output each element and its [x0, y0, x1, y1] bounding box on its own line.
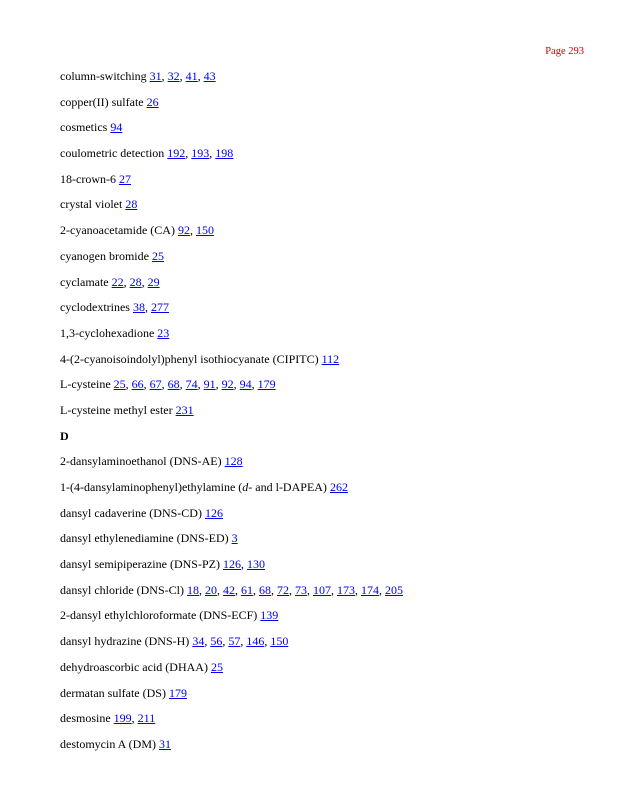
page-reference-link[interactable]: 72	[276, 582, 289, 597]
index-section-heading: D	[60, 428, 69, 443]
index-term: cyclodextrines	[60, 300, 130, 315]
page-reference-link[interactable]: 174	[360, 582, 379, 597]
index-entry-list	[60, 68, 600, 762]
page-reference-link[interactable]: 67	[149, 377, 162, 392]
page-number: Page 293	[545, 46, 584, 57]
index-entry	[60, 94, 600, 120]
index-term	[60, 480, 327, 494]
page-reference-link[interactable]: 92	[177, 223, 190, 238]
separator: ,	[209, 146, 216, 161]
separator: ,	[198, 582, 205, 597]
index-entry	[60, 222, 600, 248]
page-reference-link[interactable]: 34	[192, 634, 205, 649]
index-term: dansyl chloride (DNS-Cl)	[60, 582, 184, 597]
index-entry	[60, 530, 600, 556]
separator: ,	[251, 377, 258, 392]
page-reference-link[interactable]: 193	[191, 146, 210, 161]
index-term-part: - and l-DAPEA)	[248, 480, 327, 494]
page-reference-link[interactable]: 73	[294, 582, 307, 597]
index-term: dansyl semipiperazine (DNS-PZ)	[60, 557, 220, 572]
page-reference-link[interactable]: 25	[151, 248, 164, 263]
index-entry	[60, 274, 600, 300]
index-entry	[60, 171, 600, 197]
page-reference-link[interactable]: 57	[228, 634, 241, 649]
index-entry	[60, 685, 600, 711]
separator: ,	[216, 582, 223, 597]
page-reference-link[interactable]: 126	[222, 557, 241, 572]
separator: ,	[185, 146, 192, 161]
index-term: cyclamate	[60, 274, 109, 289]
page-reference-link[interactable]: 29	[147, 274, 160, 289]
separator: ,	[161, 69, 168, 83]
page-reference-link[interactable]: 211	[137, 711, 156, 726]
page-reference-link[interactable]: 205	[384, 582, 403, 597]
index-entry	[60, 582, 600, 608]
page-reference-link[interactable]: 173	[336, 582, 355, 597]
page-reference-link[interactable]: 92	[221, 377, 234, 392]
separator: ,	[270, 582, 277, 597]
index-term: cosmetics	[60, 120, 108, 135]
index-entry	[60, 402, 600, 428]
page-reference-link[interactable]: 31	[159, 736, 171, 751]
separator: ,	[161, 377, 168, 392]
separator: ,	[179, 377, 186, 392]
index-entry	[60, 479, 600, 505]
index-entry	[60, 607, 600, 633]
separator: ,	[131, 711, 138, 726]
page-reference-link[interactable]: 94	[110, 120, 123, 135]
page-reference-link[interactable]: 262	[329, 480, 348, 494]
page-reference-link[interactable]: 128	[224, 454, 243, 469]
page-reference-link[interactable]: 68	[258, 582, 271, 597]
separator: ,	[378, 582, 385, 597]
index-entry	[60, 710, 600, 736]
separator: ,	[233, 377, 240, 392]
separator: ,	[144, 300, 151, 315]
separator: ,	[215, 377, 222, 392]
separator: ,	[288, 582, 295, 597]
page-reference-link[interactable]: 25	[113, 377, 126, 392]
page-reference-link[interactable]: 146	[246, 634, 265, 649]
page-reference-link[interactable]: 28	[129, 274, 142, 289]
page-reference-link[interactable]: 26	[146, 94, 159, 109]
page-reference-link[interactable]: 277	[150, 300, 169, 315]
index-entry	[60, 453, 600, 479]
index-entry	[60, 736, 600, 762]
index-term: 2-cyanoacetamide (CA)	[60, 223, 175, 238]
page-reference-link[interactable]: 130	[246, 557, 265, 572]
page-reference-link[interactable]: 150	[270, 634, 289, 649]
index-entry	[60, 659, 600, 685]
index-entry	[60, 299, 600, 325]
page-reference-link[interactable]: 23	[157, 325, 170, 340]
index-term: coulometric detection	[60, 146, 165, 161]
index-term: desmosine	[60, 711, 111, 726]
index-entry	[60, 325, 600, 351]
page-reference-link[interactable]: 139	[260, 608, 279, 623]
index-term: L-cysteine methyl ester	[60, 402, 173, 417]
page-reference-link[interactable]: 22	[111, 274, 124, 289]
page-reference-link[interactable]: 42	[222, 582, 235, 597]
index-entry	[60, 376, 600, 402]
index-term: dansyl cadaverine (DNS-CD)	[60, 505, 202, 520]
index-term: dansyl ethylenediamine (DNS-ED)	[60, 531, 229, 546]
page-reference-link[interactable]: 198	[215, 146, 234, 161]
index-entry	[60, 248, 600, 274]
separator: ,	[240, 557, 247, 572]
page-reference-link[interactable]: 112	[321, 351, 340, 366]
index-term: 2-dansylaminoethanol (DNS-AE)	[60, 454, 222, 469]
index-term-part: 1-(4-dansylaminophenyl)ethylamine (	[60, 480, 243, 494]
separator: ,	[179, 69, 186, 83]
index-entry	[60, 145, 600, 171]
page-reference-link[interactable]: 231	[175, 402, 194, 417]
page-reference-link[interactable]: 32	[167, 69, 180, 83]
separator: ,	[222, 634, 229, 649]
page-reference-link[interactable]: 68	[167, 377, 180, 392]
page-reference-link[interactable]: 43	[203, 69, 216, 83]
separator: ,	[234, 582, 241, 597]
separator: ,	[143, 377, 150, 392]
index-entry	[60, 633, 600, 659]
index-term: 18-crown-6	[60, 171, 116, 186]
separator: ,	[252, 582, 259, 597]
page-reference-link[interactable]: 66	[131, 377, 144, 392]
page-reference-link[interactable]: 179	[168, 685, 187, 700]
separator: ,	[264, 634, 271, 649]
page-reference-link[interactable]: 192	[167, 146, 186, 161]
page-reference-link[interactable]: 41	[185, 69, 198, 83]
page-reference-link[interactable]: 199	[113, 711, 132, 726]
page-reference-link[interactable]: 38	[132, 300, 145, 315]
page-reference-link[interactable]: 91	[203, 377, 216, 392]
page-reference-link[interactable]: 3	[231, 531, 238, 546]
index-term: dermatan sulfate (DS)	[60, 685, 166, 700]
separator: ,	[189, 223, 196, 238]
index-term: copper(II) sulfate	[60, 94, 144, 109]
index-entry	[60, 119, 600, 145]
separator: ,	[141, 274, 148, 289]
page-reference-link[interactable]: 27	[118, 171, 131, 186]
index-entry	[60, 351, 600, 377]
index-term: 4-(2-cyanoisoindolyl)phenyl isothiocyanate (CIPITC)	[60, 351, 319, 366]
index-term: cyanogen bromide	[60, 248, 149, 263]
page-reference-link[interactable]: 74	[185, 377, 198, 392]
index-term: 1,3-cyclohexadione	[60, 325, 155, 340]
separator: ,	[197, 377, 204, 392]
separator: ,	[330, 582, 337, 597]
separator: ,	[204, 634, 211, 649]
page-reference-link[interactable]: 179	[257, 377, 276, 392]
page-reference-link[interactable]: 150	[195, 223, 214, 238]
page-reference-link[interactable]: 94	[239, 377, 252, 392]
index-term: L-cysteine	[60, 377, 111, 392]
page-reference-link[interactable]: 61	[240, 582, 253, 597]
page-reference-link[interactable]: 31	[149, 69, 162, 83]
page-reference-link[interactable]: 18	[186, 582, 199, 597]
separator: ,	[123, 274, 130, 289]
index-term: dansyl hydrazine (DNS-H)	[60, 634, 190, 649]
index-term: destomycin A (DM)	[60, 736, 156, 751]
index-entry	[60, 505, 600, 531]
separator: ,	[240, 634, 247, 649]
index-term: column-switching	[60, 69, 147, 83]
page-reference-link[interactable]: 25	[210, 659, 223, 674]
page-reference-link[interactable]: 28	[125, 197, 138, 212]
page-reference-link[interactable]: 56	[210, 634, 223, 649]
page-reference-link[interactable]: 107	[312, 582, 331, 597]
separator: ,	[306, 582, 313, 597]
index-entry	[60, 556, 600, 582]
index-entry	[60, 196, 600, 222]
separator: ,	[197, 69, 204, 83]
index-term: dehydroascorbic acid (DHAA)	[60, 659, 208, 674]
index-entry	[60, 68, 600, 94]
separator: ,	[354, 582, 361, 597]
page-reference-link[interactable]: 20	[204, 582, 217, 597]
index-term: 2-dansyl ethylchloroformate (DNS-ECF)	[60, 608, 258, 623]
index-term: crystal violet	[60, 197, 123, 212]
index-term-italic: d	[242, 480, 249, 494]
separator: ,	[125, 377, 132, 392]
page-reference-link[interactable]: 126	[204, 505, 223, 520]
